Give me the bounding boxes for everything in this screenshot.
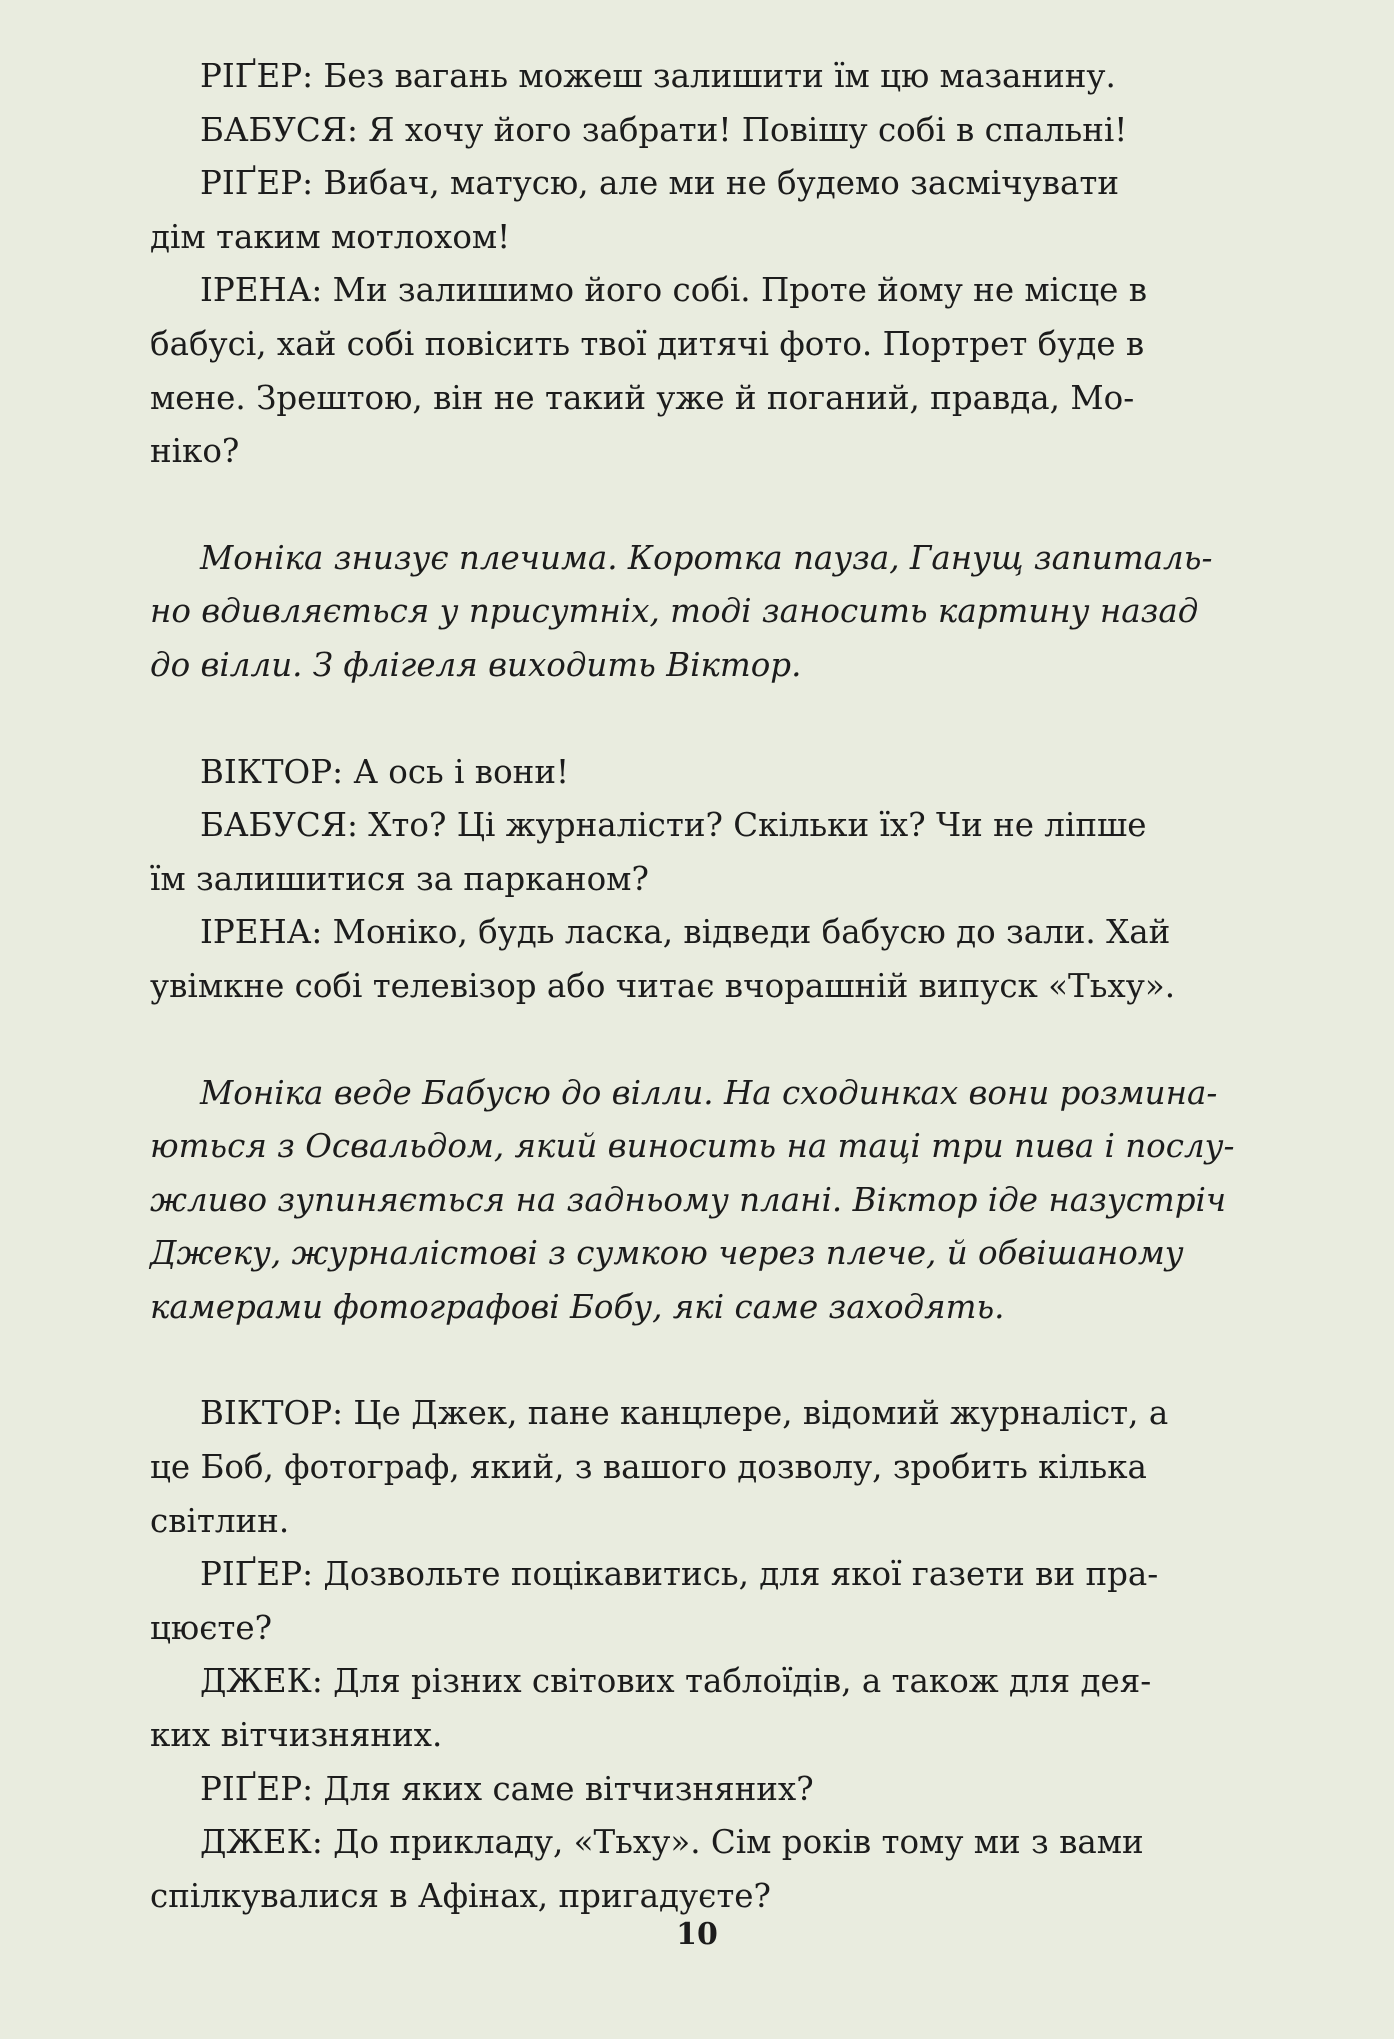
text-line: цюєте? xyxy=(150,1608,273,1647)
paragraph-gap xyxy=(150,1334,1244,1387)
stage-direction-line: до вілли. З флігеля виходить Віктор. xyxy=(150,645,802,684)
paragraph-gap xyxy=(150,693,1244,746)
text-line: ВІКТОР: А ось і вони! xyxy=(200,752,570,791)
text-line: РІҐЕР: Вибач, матусю, але ми не будемо засмічувати xyxy=(200,164,1120,203)
stage-direction-line: ються з Освальдом, який виносить на таці три пива і послу- xyxy=(150,1127,1235,1166)
text-line: ВІКТОР: Це Джек, пане канцлере, відомий журналіст, а xyxy=(200,1394,1169,1433)
stage-direction-line: Джеку, журналістові з сумкою через плече, й обвішаному xyxy=(150,1234,1184,1273)
stage-direction-line: жливо зупиняється на задньому плані. Віктор іде назустріч xyxy=(150,1180,1227,1219)
text-line: ких вітчизняних. xyxy=(150,1716,443,1755)
stage-direction-line: камерами фотографові Бобу, які саме заходять. xyxy=(150,1287,1005,1326)
text-line: мене. Зрештою, він не такий уже й поганий, правда, Мо- xyxy=(150,378,1135,417)
text-line: увімкне собі телевізор або читає вчорашній випуск «Тьху». xyxy=(150,966,1176,1005)
text-line: ДЖЕК: До прикладу, «Тьху». Сім років тому ми з вами xyxy=(200,1823,1144,1862)
stage-direction-line: Моніка знизує плечима. Коротка пауза, Ганущ запиталь- xyxy=(200,538,1213,577)
text-line: світлин. xyxy=(150,1501,290,1540)
text-line: БАБУСЯ: Я хочу його забрати! Повішу собі в спальні! xyxy=(200,110,1128,149)
paragraph-gap xyxy=(150,1014,1244,1067)
text-line: це Боб, фотограф, який, з вашого дозволу, зробить кілька xyxy=(150,1448,1147,1487)
text-line: БАБУСЯ: Хто? Ці журналісти? Скільки їх? Чи не ліпше xyxy=(200,806,1147,845)
text-line: РІҐЕР: Для яких саме вітчизняних? xyxy=(200,1769,814,1808)
text-line: бабусі, хай собі повісить твої дитячі фото. Портрет буде в xyxy=(150,324,1145,363)
text-line: їм залишитися за парканом? xyxy=(150,859,649,898)
page-number: 10 xyxy=(676,1917,718,1952)
stage-direction-line: Моніка веде Бабусю до вілли. На сходинках вони розмина- xyxy=(200,1073,1218,1112)
text-line: спілкувалися в Афінах, пригадуєте? xyxy=(150,1876,771,1915)
text-line: ІРЕНА: Ми залишимо його собі. Проте йому не місце в xyxy=(200,271,1148,310)
text-line: РІҐЕР: Без вагань можеш залишити їм цю мазанину. xyxy=(200,57,1116,95)
stage-direction-line: но вдивляється у присутніх, тоді заносить картину назад xyxy=(150,592,1199,631)
text-line: ніко? xyxy=(150,432,240,471)
text-line: ДЖЕК: Для різних світових таблоїдів, а також для дея- xyxy=(200,1662,1152,1701)
text-line: РІҐЕР: Дозвольте поцікавитись, для якої газети ви пра- xyxy=(200,1555,1159,1594)
text-line: дім таким мотлохом! xyxy=(150,217,511,256)
text-line: ІРЕНА: Моніко, будь ласка, відведи бабусю до зали. Хай xyxy=(200,913,1171,952)
paragraph-gap xyxy=(150,479,1244,532)
